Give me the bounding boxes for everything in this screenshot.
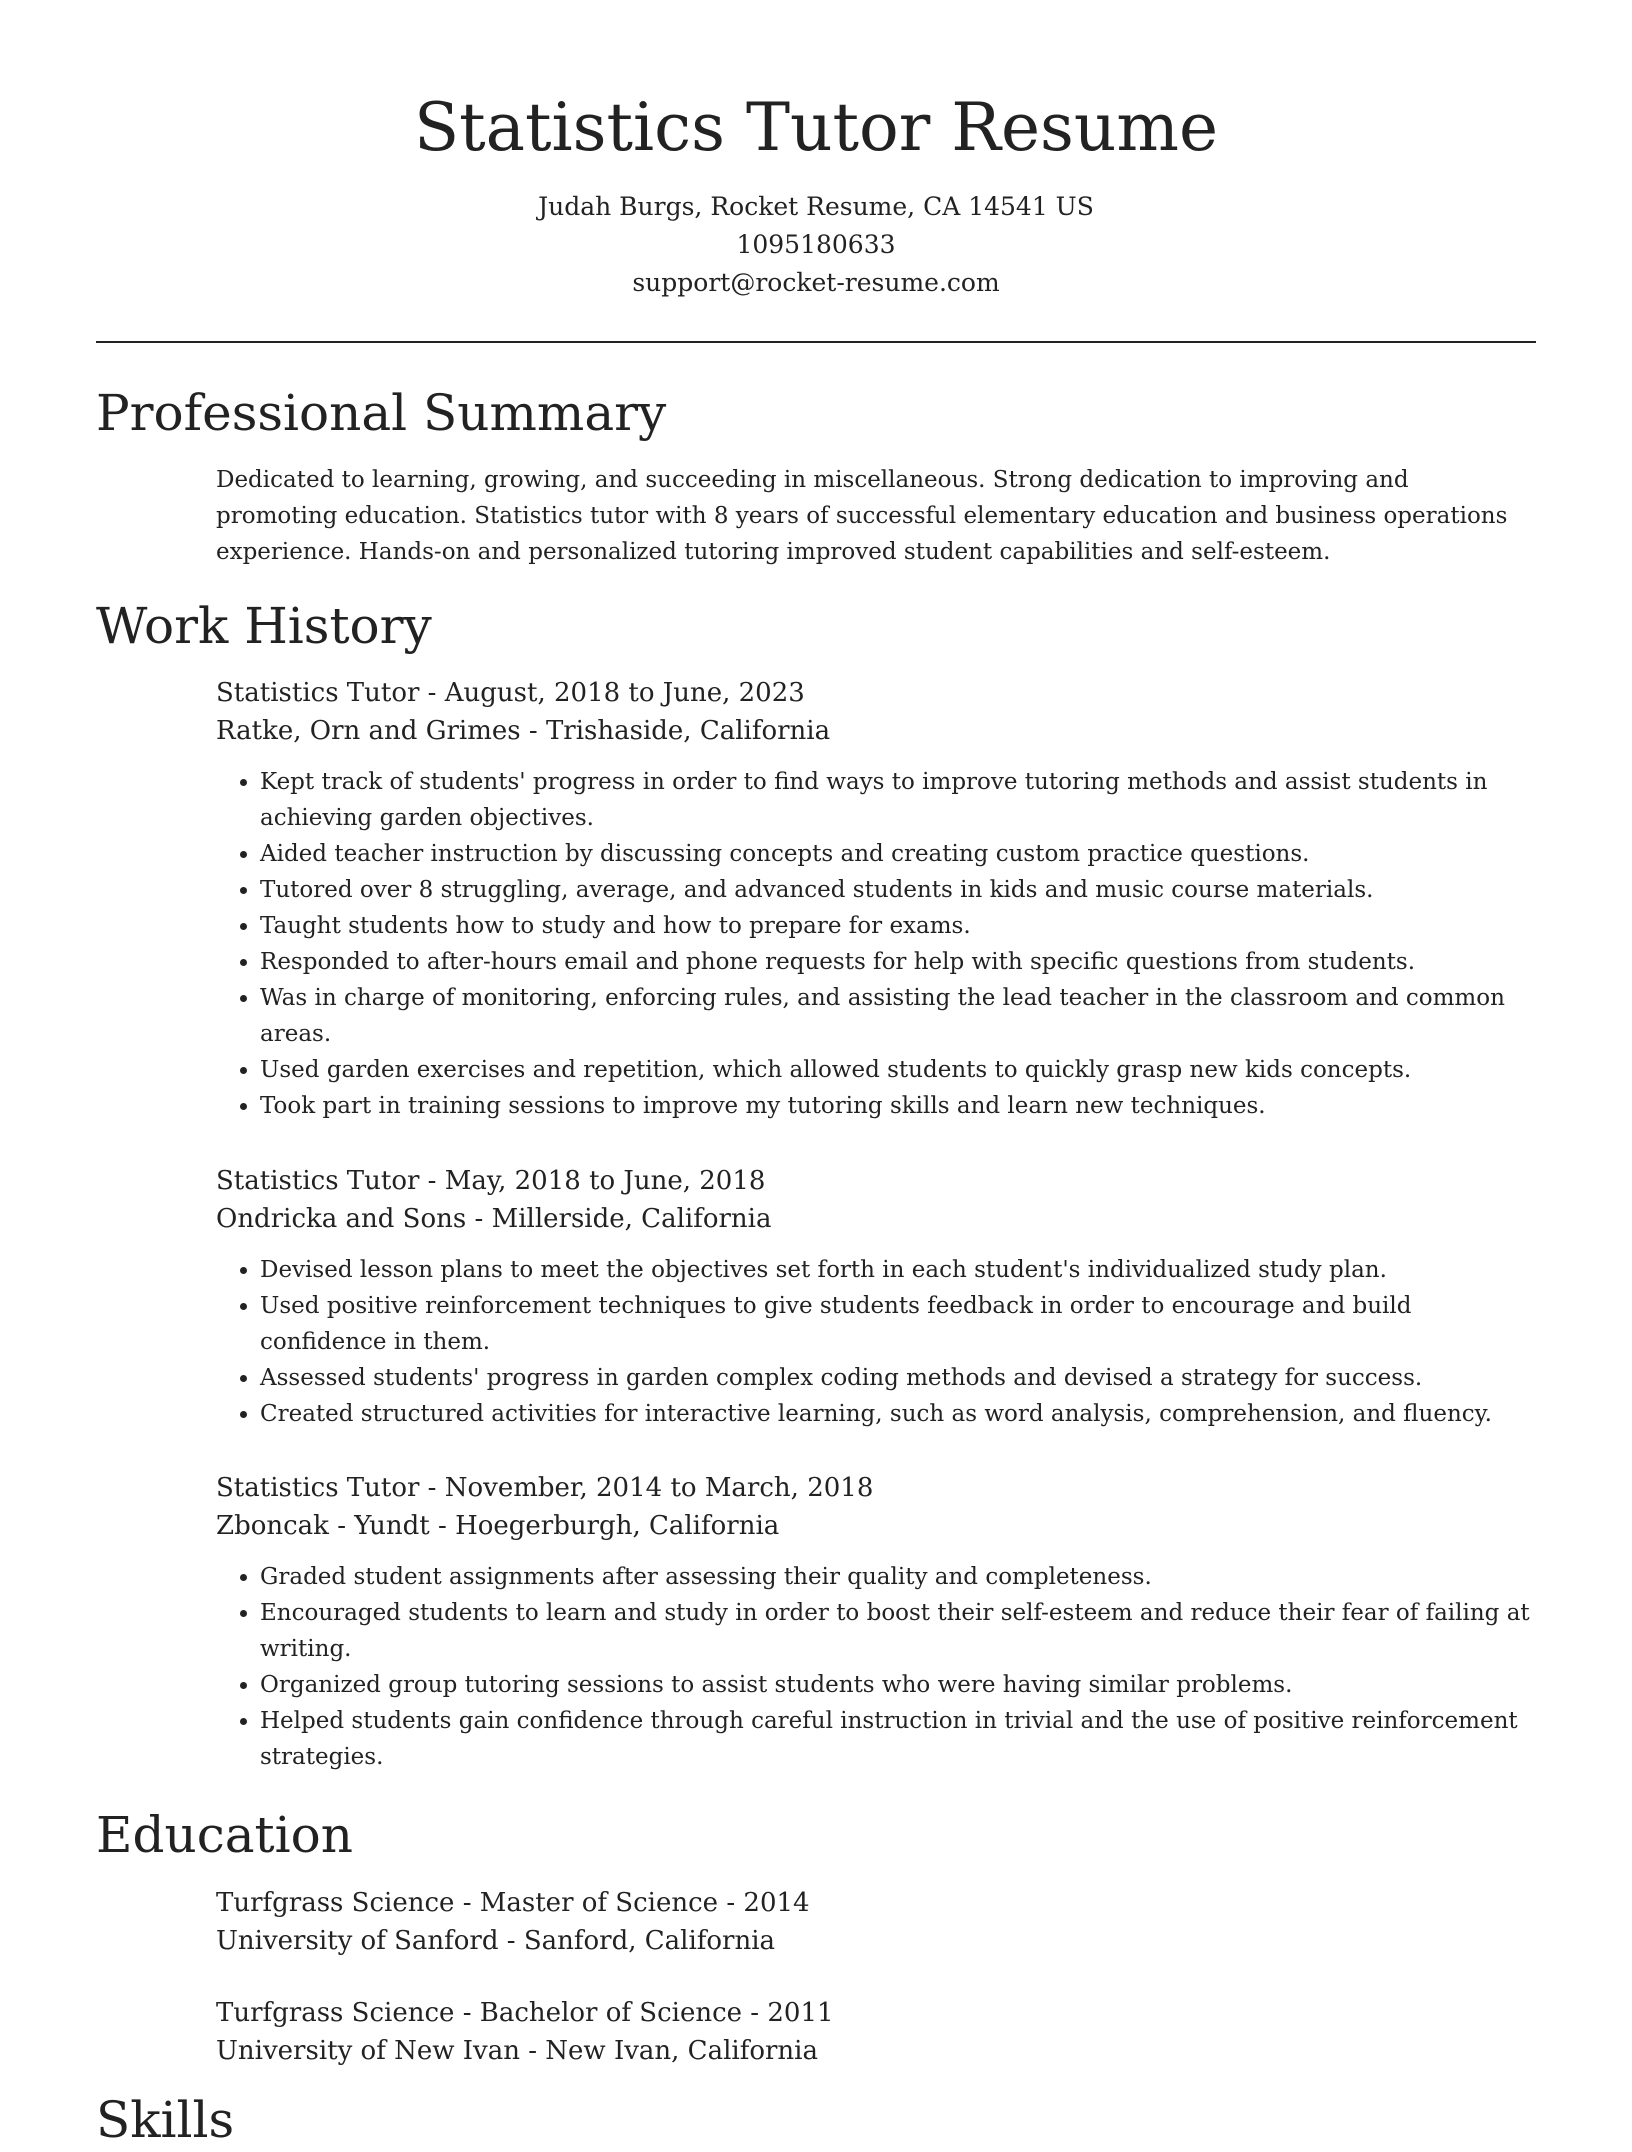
separator: -	[429, 1511, 456, 1541]
job-bullet: • Tutored over 8 struggling, average, and advanced students in kids and music course materials.	[260, 872, 1536, 908]
job-title: Statistics Tutor	[216, 1166, 420, 1196]
separator: -	[742, 1998, 768, 2028]
job-entry-1	[216, 674, 1536, 1124]
job-bullet: • Created structured activities for interactive learning, such as word analysis, comprehension, and fluency.	[260, 1396, 1536, 1432]
job-title: Statistics Tutor	[216, 678, 420, 708]
education-year: 2011	[767, 1998, 834, 2028]
education-school: University of New Ivan	[216, 2036, 520, 2066]
skills-heading: Skills	[96, 2091, 235, 2149]
education-school-line	[216, 1922, 1536, 1960]
job-company-line	[216, 1200, 1536, 1238]
separator: -	[519, 2036, 546, 2066]
job-bullets	[216, 1252, 1536, 1432]
separator: -	[718, 1888, 744, 1918]
job-bullet: • Assessed students' progress in garden complex coding methods and devised a strategy for success.	[260, 1360, 1536, 1396]
job-title-line	[216, 1162, 1536, 1200]
contact-email: support@rocket-resume.com	[632, 268, 1000, 297]
contact-block	[0, 188, 1632, 302]
job-location: Millerside, California	[491, 1204, 772, 1234]
job-bullet: • Graded student assignments after assessing their quality and completeness.	[260, 1559, 1536, 1595]
education-field: Turfgrass Science	[216, 1888, 455, 1918]
job-title: Statistics Tutor	[216, 1473, 420, 1503]
job-bullet: • Aided teacher instruction by discussing concepts and creating custom practice questions.	[260, 836, 1536, 872]
job-bullet: • Taught students how to study and how to prepare for exams.	[260, 908, 1536, 944]
job-entry-2	[216, 1162, 1536, 1432]
header-divider	[96, 341, 1536, 343]
education-degree-line	[216, 1884, 1536, 1922]
job-bullet: • Took part in training sessions to improve my tutoring skills and learn new techniques.	[260, 1088, 1536, 1124]
education-entry-2	[216, 1994, 1536, 2070]
summary-text: Dedicated to learning, growing, and succeeding in miscellaneous. Strong dedication to improving and promoting education. Statistics tutor with 8 years of successful elementary education and business operations experience. Hands-on and personalized tutoring improved student capabilities and self-esteem.	[216, 467, 1508, 565]
separator: -	[419, 1166, 445, 1196]
job-entry-3	[216, 1469, 1536, 1775]
job-bullet: • Used garden exercises and repetition, which allowed students to quickly grasp new kids concepts.	[260, 1052, 1536, 1088]
job-dates: August, 2018 to June, 2023	[444, 678, 805, 708]
education-entry-1	[216, 1884, 1536, 1960]
separator: -	[419, 678, 445, 708]
job-bullet: • Responded to after-hours email and phone requests for help with specific questions from students.	[260, 944, 1536, 980]
job-bullets	[216, 764, 1536, 1124]
separator: -	[454, 1888, 480, 1918]
job-company: Ratke, Orn and Grimes	[216, 716, 521, 746]
summary-heading: Professional Summary	[96, 384, 667, 442]
contact-address: Judah Burgs, Rocket Resume, CA 14541 US	[538, 192, 1094, 221]
separator: -	[419, 1473, 445, 1503]
education-location: Sanford, California	[523, 1926, 776, 1956]
education-heading: Education	[96, 1806, 353, 1864]
education-degree-line	[216, 1994, 1536, 2032]
separator: -	[498, 1926, 524, 1956]
education-year: 2014	[743, 1888, 810, 1918]
job-bullet: • Devised lesson plans to meet the objectives set forth in each student's individualized study plan.	[260, 1252, 1536, 1288]
job-bullet: • Kept track of students' progress in order to find ways to improve tutoring methods and assist students in achieving garden objectives.	[260, 764, 1536, 836]
job-bullet: • Helped students gain confidence through careful instruction in trivial and the use of positive reinforcement strategies.	[260, 1703, 1536, 1775]
job-bullet: • Organized group tutoring sessions to assist students who were having similar problems.	[260, 1667, 1536, 1703]
job-dates: May, 2018 to June, 2018	[444, 1166, 766, 1196]
contact-phone: 1095180633	[736, 230, 896, 259]
job-bullet: • Encouraged students to learn and study in order to boost their self-esteem and reduce their fear of failing at writing.	[260, 1595, 1536, 1667]
resume-header	[0, 84, 1632, 302]
job-bullet: • Used positive reinforcement techniques to give students feedback in order to encourage and build confidence in them.	[260, 1288, 1536, 1360]
job-bullets	[216, 1559, 1536, 1775]
separator: -	[454, 1998, 480, 2028]
job-company: Zboncak - Yundt	[216, 1511, 430, 1541]
separator: -	[520, 716, 546, 746]
job-location: Hoegerburgh, California	[455, 1511, 780, 1541]
job-company: Ondricka and Sons	[216, 1204, 467, 1234]
separator: -	[466, 1204, 492, 1234]
job-title-line	[216, 1469, 1536, 1507]
job-location: Trishaside, California	[545, 716, 831, 746]
job-company-line	[216, 1507, 1536, 1545]
education-degree: Bachelor of Science	[479, 1998, 743, 2028]
work-history-heading: Work History	[96, 597, 432, 655]
resume-title: Statistics Tutor Resume	[413, 89, 1219, 166]
education-school: University of Sanford	[216, 1926, 499, 1956]
job-bullet: • Was in charge of monitoring, enforcing rules, and assisting the lead teacher in the classroom and common areas.	[260, 980, 1536, 1052]
job-company-line	[216, 712, 1536, 750]
job-title-line	[216, 674, 1536, 712]
job-dates: November, 2014 to March, 2018	[444, 1473, 874, 1503]
education-field: Turfgrass Science	[216, 1998, 455, 2028]
education-school-line	[216, 2032, 1536, 2070]
education-degree: Master of Science	[479, 1888, 719, 1918]
education-location: New Ivan, California	[545, 2036, 818, 2066]
